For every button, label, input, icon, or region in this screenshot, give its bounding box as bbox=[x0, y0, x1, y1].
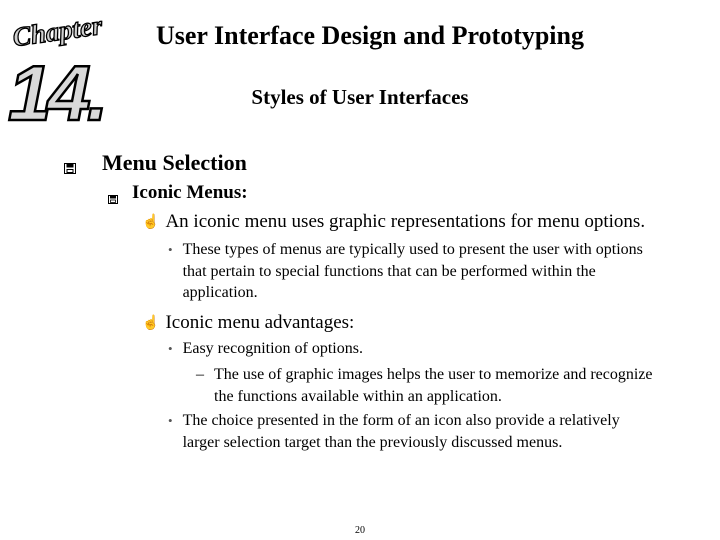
outline-level5-item bbox=[196, 364, 656, 407]
outline-level3-item bbox=[142, 311, 354, 335]
outline-level1-item bbox=[64, 149, 247, 179]
chapter-14-logo bbox=[4, 4, 108, 126]
outline-level3-item bbox=[142, 210, 645, 234]
menu-selection-heading: Menu Selection bbox=[102, 150, 247, 175]
larger-target-text: The choice presented in the form of an icon also provide a relatively larger selection target than the previously discussed menus. bbox=[182, 412, 620, 451]
dash-bullet-icon: – bbox=[196, 366, 204, 383]
outline-level2-item bbox=[108, 181, 248, 209]
chapter-logo-graphic bbox=[4, 4, 108, 126]
iconic-menus-subheading: Iconic Menus: bbox=[132, 182, 248, 203]
pointing-hand-bullet-icon: ☝ bbox=[142, 215, 160, 230]
easy-recognition-text: Easy recognition of options. bbox=[182, 340, 363, 357]
disk-bullet-icon bbox=[108, 191, 118, 209]
outline-level4-item bbox=[168, 410, 668, 453]
disk-bullet-icon bbox=[64, 161, 76, 179]
iconic-menu-advantages: Iconic menu advantages: bbox=[165, 312, 355, 333]
iconic-menu-definition: An iconic menu uses graphic representations for menu options. bbox=[165, 211, 646, 232]
slide-subtitle: Styles of User Interfaces bbox=[251, 85, 469, 109]
dot-bullet-icon: • bbox=[168, 341, 173, 356]
outline-level4-item bbox=[168, 338, 668, 360]
pointing-hand-bullet-icon: ☝ bbox=[142, 316, 160, 331]
outline-level4-item bbox=[168, 239, 668, 304]
chapter-word: Chapter bbox=[10, 10, 105, 53]
page-number: 20 bbox=[355, 525, 365, 536]
iconic-menu-usage-text: These types of menus are typically used to present the user with options that pertain to special functions that can be performed within the application. bbox=[182, 241, 643, 301]
dot-bullet-icon: • bbox=[168, 242, 173, 257]
chapter-number: 14. bbox=[8, 49, 105, 126]
graphic-images-memorize-text: The use of graphic images helps the user to memorize and recognize the functions available within an application. bbox=[214, 366, 653, 405]
slide-title: User Interface Design and Prototyping bbox=[155, 21, 584, 50]
dot-bullet-icon: • bbox=[168, 413, 173, 428]
